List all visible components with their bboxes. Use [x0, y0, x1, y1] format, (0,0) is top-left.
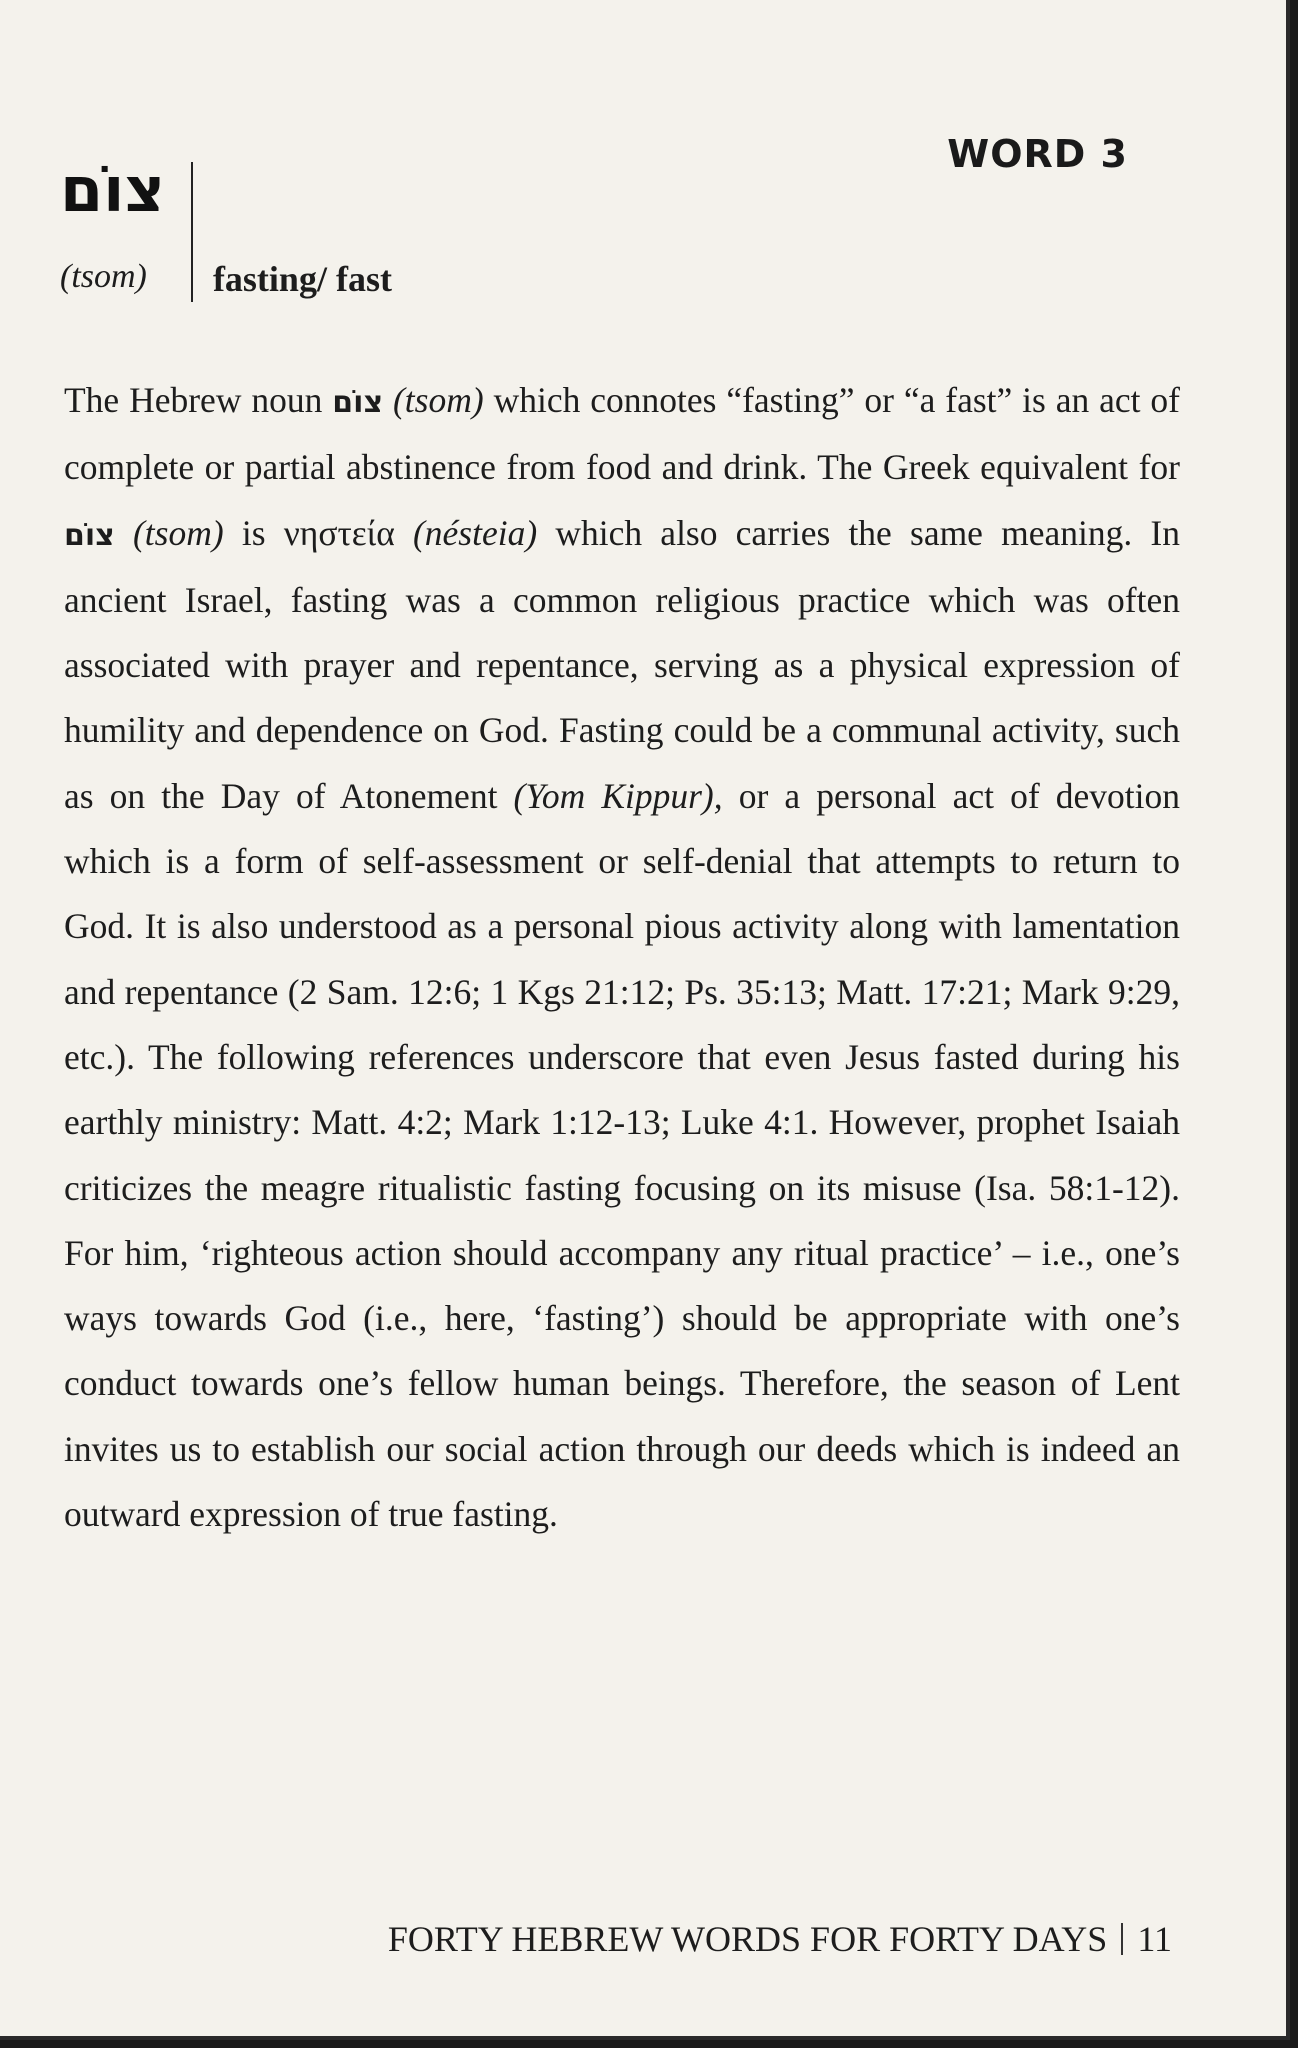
headword-left	[60, 150, 191, 302]
body-transliteration: (tsom)	[383, 380, 484, 420]
body-paragraph	[64, 368, 1180, 1547]
page-number: 11	[1137, 1919, 1172, 1959]
body-text-part: The Hebrew noun	[64, 380, 333, 420]
body-transliteration: (tsom)	[114, 512, 224, 553]
page-footer	[388, 1918, 1172, 1960]
body-text-part: or a personal act of devotion which is a form of self-assessment or self-denial that attempts to return to God. It is also understood as a personal pious activity along with lamentation and repentance (2 Sam. 12:6; 1 Kgs 21:12; Ps. 35:13; Matt. 17:21; Mark 9:29, etc.). The following references underscore that even Jesus fasted during his earthly ministry: Matt. 4:2; Mark 1:12-13; Luke 4:1. However, prophet Isaiah criticizes the meagre ritualistic fasting focusing on its misuse (Isa. 58:1-12). For him, ‘righteous action should accompany any ritual practice’ – i.e., one’s ways towards God (i.e., here, ‘fasting’) should be appropriate with one’s conduct towards one’s fellow human beings. Therefore, the season of Lent invites us to establish our social action through our deeds which is indeed an outward expression of true fasting.	[64, 775, 1181, 1535]
body-hebrew-word: צוֹם	[64, 517, 115, 553]
headword-transliteration: (tsom)	[60, 258, 147, 295]
body-text-part: which also carries the same meaning. In ancient Israel, fasting was a common religious practice which was often associated with prayer and repentance, serving as a physical expression of humility and dependence on God. Fasting could be a communal activity, such as on the Day of Atonement	[64, 512, 1180, 816]
body-greek-transliteration: (nésteia)	[394, 512, 538, 553]
footer-separator	[1121, 1923, 1123, 1955]
headword-block	[60, 150, 392, 302]
headword-meaning: fasting/ fast	[212, 259, 392, 299]
word-number-label: WORD 3	[947, 132, 1128, 176]
body-greek-word: νηστεία	[283, 512, 395, 553]
body-yom-kippur: (Yom Kippur),	[513, 775, 723, 816]
footer-book-title: FORTY HEBREW WORDS FOR FORTY DAYS	[387, 1919, 1108, 1959]
hebrew-headword: צוֹם	[60, 153, 165, 226]
body-text-part: is	[223, 512, 284, 553]
body-hebrew-word: צוֹם	[332, 385, 384, 420]
body-text-part: which connotes “fasting” or “a fast” is an act of complete or partial abstinence from food and drink. The Greek equivalent for	[64, 380, 1181, 488]
